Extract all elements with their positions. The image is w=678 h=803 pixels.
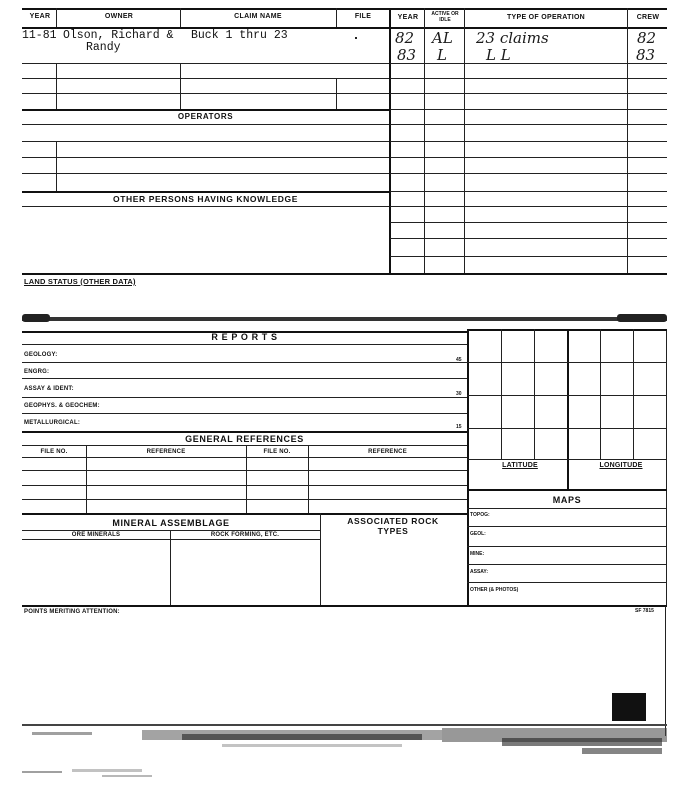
longitude-label: LONGITUDE <box>599 462 643 469</box>
land-status-label: LAND STATUS (OTHER DATA) <box>24 277 136 286</box>
maps-heading: MAPS <box>552 495 582 505</box>
mineral-assemblage-heading: MINERAL ASSEMBLAGE <box>112 518 230 528</box>
points-meriting-attention: POINTS MERITING ATTENTION: <box>24 609 120 615</box>
ref-header-file-no-2: FILE NO. <box>263 449 291 455</box>
latitude-label: LATITUDE <box>502 462 538 469</box>
header-active-or-idle: ACTIVE OR IDLE <box>431 11 459 23</box>
reports-bar-mark-left <box>22 314 50 322</box>
activity-crew-1: 82 <box>637 29 657 47</box>
operators-heading: OPERATORS <box>177 112 234 121</box>
ref-header-reference: REFERENCE <box>146 449 186 455</box>
file-dot <box>355 37 357 39</box>
scan-noise-band <box>22 722 667 762</box>
report-number-15: 15 <box>456 424 462 430</box>
ore-minerals-header: ORE MINERALS <box>71 532 121 538</box>
other-persons-heading: OTHER PERSONS HAVING KNOWLEDGE <box>112 194 299 204</box>
activity-status-2: L <box>437 46 447 64</box>
header-year: YEAR <box>29 13 51 20</box>
header-type-of-operation: TYPE OF OPERATION <box>506 14 586 21</box>
scan-noise-bottom <box>22 766 162 780</box>
rock-forming-header: ROCK FORMING, ETC. <box>210 532 280 538</box>
general-references-heading: GENERAL REFERENCES <box>185 434 304 444</box>
map-topog: TOPOG: <box>470 512 490 518</box>
header-crew: CREW <box>636 14 660 21</box>
ref-header-reference-2: REFERENCE <box>368 449 407 455</box>
reports-top-bar <box>22 317 667 321</box>
map-other: OTHER (& PHOTOS) <box>470 587 519 593</box>
report-geophys: GEOPHYS. & GEOCHEM: <box>24 403 100 409</box>
header-file: FILE <box>354 13 372 20</box>
claim-name: Buck 1 thru 23 <box>191 29 288 42</box>
owner-year: 11-81 <box>22 29 57 42</box>
header-year-2: YEAR <box>397 14 419 21</box>
associated-rock-types-heading: ASSOCIATED ROCK TYPES <box>347 516 439 536</box>
map-mine: MINE: <box>470 551 485 557</box>
activity-crew-2: 83 <box>636 46 656 64</box>
header-claim-name: CLAIM NAME <box>234 13 282 20</box>
map-assay: ASSAY: <box>470 569 489 575</box>
report-number-45: 45 <box>456 357 462 363</box>
activity-year-1: 82 <box>395 29 415 47</box>
activity-year-2: 83 <box>397 46 417 64</box>
activity-operation-2: L L <box>486 46 511 64</box>
owner-name-line2: Randy <box>86 41 121 54</box>
form-code: SF 7815 <box>635 608 654 614</box>
ref-header-file-no: FILE NO. <box>40 449 68 455</box>
reports-heading: R E P O R T S <box>211 332 278 342</box>
owner-name-line1: Olson, Richard & <box>63 29 174 42</box>
report-engrg: ENGRG: <box>24 369 50 375</box>
activity-status-1: AL <box>432 29 453 47</box>
header-owner: OWNER <box>104 13 134 20</box>
map-geol: GEOL: <box>470 531 486 537</box>
reports-bar-mark-right <box>617 314 667 322</box>
report-number-30: 30 <box>456 391 462 397</box>
activity-operation-1: 23 claims <box>476 29 549 47</box>
scan-black-square <box>612 693 646 721</box>
report-assay: ASSAY & IDENT: <box>24 386 74 392</box>
report-metallurgical: METALLURGICAL: <box>24 420 81 426</box>
report-geology: GEOLOGY: <box>24 352 58 358</box>
